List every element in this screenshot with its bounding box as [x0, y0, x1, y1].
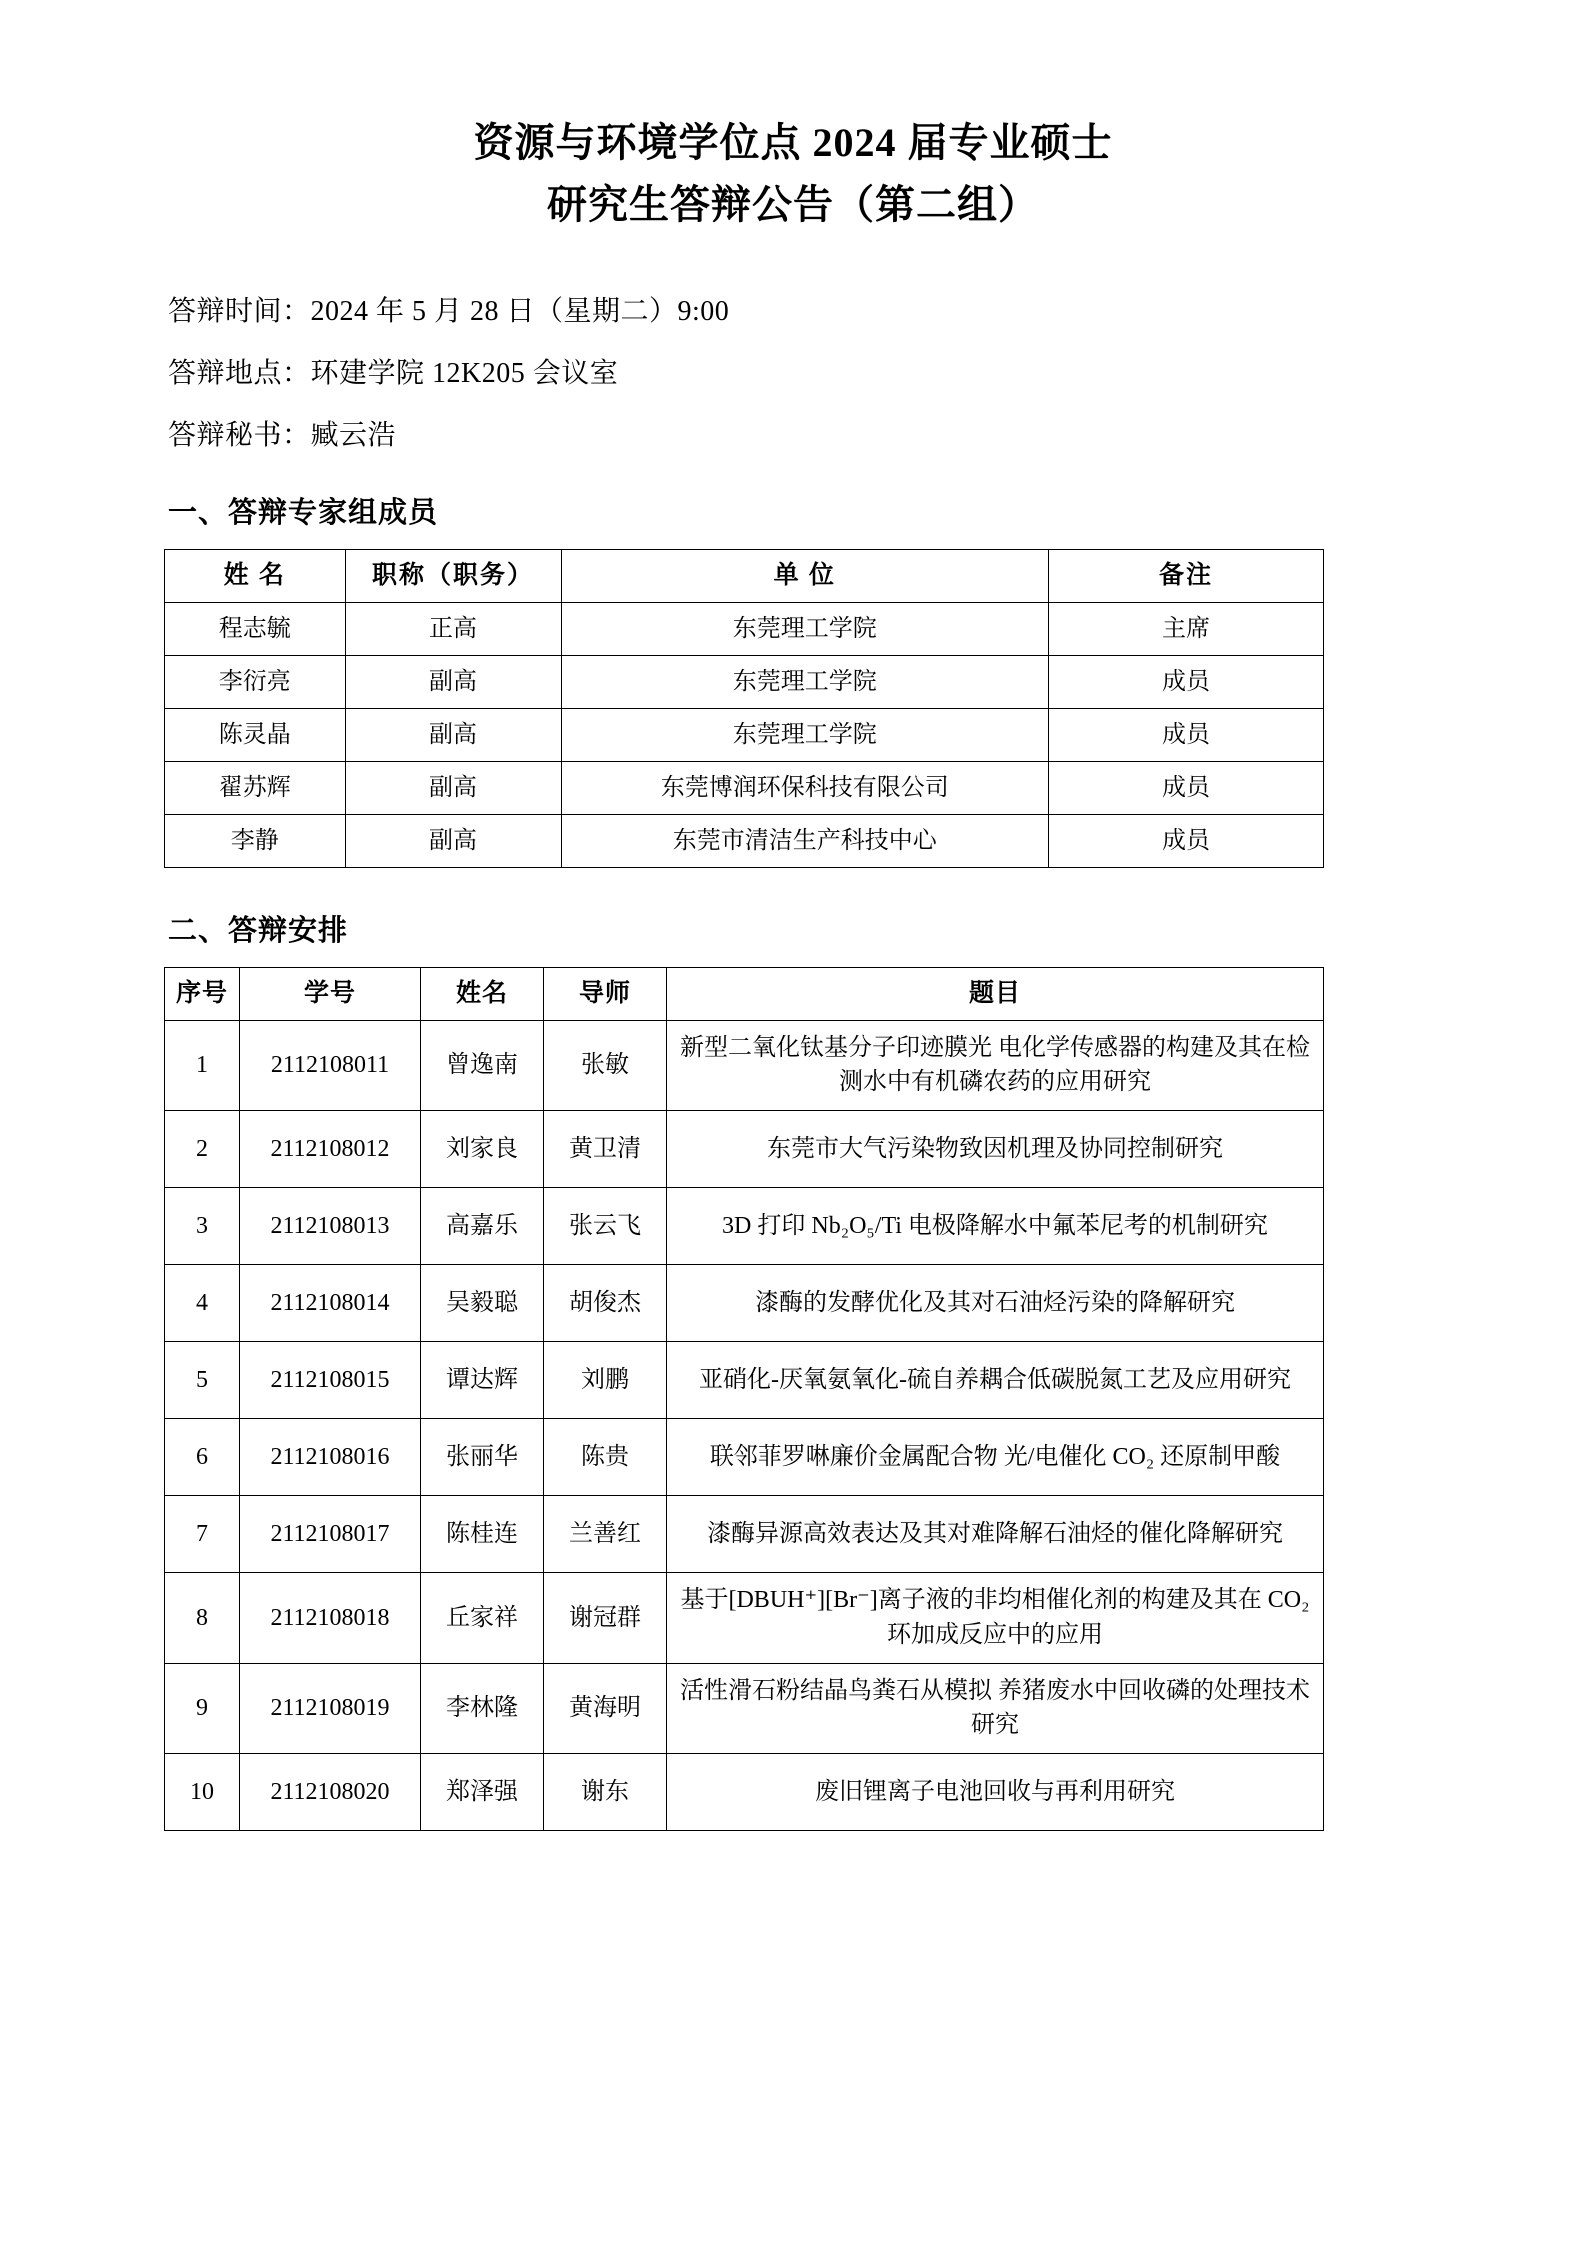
row-student-id: 2112108018	[240, 1573, 421, 1664]
expert-rank: 正高	[345, 602, 561, 655]
row-topic: 漆酶异源高效表达及其对难降解石油烃的催化降解研究	[667, 1496, 1324, 1573]
expert-note: 成员	[1048, 655, 1323, 708]
row-seq: 2	[165, 1111, 240, 1188]
section-heading-experts: 一、答辩专家组成员	[168, 497, 439, 529]
expert-name: 翟苏辉	[165, 761, 346, 814]
expert-note: 成员	[1048, 708, 1323, 761]
row-seq: 8	[165, 1573, 240, 1664]
expert-unit: 东莞博润环保科技有限公司	[561, 761, 1048, 814]
row-student-id: 2112108015	[240, 1342, 421, 1419]
row-student-id: 2112108011	[240, 1020, 421, 1111]
expert-name: 程志毓	[165, 602, 346, 655]
table-row	[165, 1342, 1324, 1419]
table-row	[165, 602, 1324, 655]
row-seq: 6	[165, 1419, 240, 1496]
row-advisor: 张云飞	[544, 1188, 667, 1265]
expert-note: 成员	[1048, 814, 1323, 867]
row-student-name: 李林隆	[421, 1663, 544, 1754]
column-header-student-name: 姓名	[421, 967, 544, 1020]
row-student-name: 吴毅聪	[421, 1265, 544, 1342]
row-student-name: 郑泽强	[421, 1754, 544, 1831]
table-row	[165, 1573, 1324, 1664]
page-title	[150, 112, 1436, 236]
expert-rank: 副高	[345, 655, 561, 708]
expert-rank: 副高	[345, 708, 561, 761]
defense-secretary: 答辩秘书：臧云浩	[168, 420, 397, 451]
row-student-name: 丘家祥	[421, 1573, 544, 1664]
page-title-line-2: 研究生答辩公告（第二组）	[547, 182, 1039, 227]
column-header-student-id: 学号	[240, 967, 421, 1020]
row-student-name: 高嘉乐	[421, 1188, 544, 1265]
column-header-rank: 职称（职务）	[345, 550, 561, 603]
table-row	[165, 1496, 1324, 1573]
expert-unit: 东莞理工学院	[561, 708, 1048, 761]
table-header-row	[165, 550, 1324, 603]
row-seq: 10	[165, 1754, 240, 1831]
expert-note: 主席	[1048, 602, 1323, 655]
table-header-row	[165, 967, 1324, 1020]
row-student-name: 刘家良	[421, 1111, 544, 1188]
table-row	[165, 1111, 1324, 1188]
row-topic: 3D 打印 Nb₂O₅/Ti 电极降解水中氟苯尼考的机制研究	[667, 1188, 1324, 1265]
row-topic: 东莞市大气污染物致因机理及协同控制研究	[667, 1111, 1324, 1188]
row-seq: 1	[165, 1020, 240, 1111]
row-student-id: 2112108012	[240, 1111, 421, 1188]
row-topic: 活性滑石粉结晶鸟粪石从模拟 养猪废水中回收磷的处理技术研究	[667, 1663, 1324, 1754]
column-header-name: 姓 名	[165, 550, 346, 603]
row-student-id: 2112108014	[240, 1265, 421, 1342]
row-student-name: 曾逸南	[421, 1020, 544, 1111]
row-topic: 废旧锂离子电池回收与再利用研究	[667, 1754, 1324, 1831]
defense-place: 答辩地点：环建学院 12K205 会议室	[168, 358, 619, 389]
row-topic: 漆酶的发酵优化及其对石油烃污染的降解研究	[667, 1265, 1324, 1342]
row-seq: 9	[165, 1663, 240, 1754]
page-title-line-1: 资源与环境学位点 2024 届专业硕士	[473, 120, 1113, 165]
row-advisor: 谢冠群	[544, 1573, 667, 1664]
table-row	[165, 655, 1324, 708]
table-row	[165, 1020, 1324, 1111]
row-student-name: 张丽华	[421, 1419, 544, 1496]
row-seq: 5	[165, 1342, 240, 1419]
row-advisor: 张敏	[544, 1020, 667, 1111]
table-row	[165, 814, 1324, 867]
row-advisor: 谢东	[544, 1754, 667, 1831]
expert-unit: 东莞理工学院	[561, 655, 1048, 708]
expert-unit: 东莞理工学院	[561, 602, 1048, 655]
row-student-name: 陈桂连	[421, 1496, 544, 1573]
row-topic: 基于[DBUH⁺][Br⁻]离子液的非均相催化剂的构建及其在 CO₂ 环加成反应中的应用	[667, 1573, 1324, 1664]
column-header-unit: 单 位	[561, 550, 1048, 603]
row-seq: 7	[165, 1496, 240, 1573]
row-student-id: 2112108017	[240, 1496, 421, 1573]
row-student-id: 2112108019	[240, 1663, 421, 1754]
expert-note: 成员	[1048, 761, 1323, 814]
table-row	[165, 708, 1324, 761]
row-advisor: 刘鹏	[544, 1342, 667, 1419]
column-header-note: 备注	[1048, 550, 1323, 603]
row-student-id: 2112108013	[240, 1188, 421, 1265]
table-row	[165, 1419, 1324, 1496]
table-row	[165, 1663, 1324, 1754]
row-topic: 亚硝化-厌氧氨氧化-硫自养耦合低碳脱氮工艺及应用研究	[667, 1342, 1324, 1419]
defense-meta	[150, 298, 1436, 450]
row-seq: 4	[165, 1265, 240, 1342]
column-header-advisor: 导师	[544, 967, 667, 1020]
column-header-topic: 题目	[667, 967, 1324, 1020]
row-advisor: 黄卫清	[544, 1111, 667, 1188]
expert-name: 陈灵晶	[165, 708, 346, 761]
expert-rank: 副高	[345, 761, 561, 814]
schedule-table	[164, 967, 1324, 1832]
experts-table	[164, 549, 1324, 868]
row-advisor: 黄海明	[544, 1663, 667, 1754]
expert-rank: 副高	[345, 814, 561, 867]
expert-name: 李衍亮	[165, 655, 346, 708]
row-seq: 3	[165, 1188, 240, 1265]
row-advisor: 兰善红	[544, 1496, 667, 1573]
row-advisor: 胡俊杰	[544, 1265, 667, 1342]
expert-unit: 东莞市清洁生产科技中心	[561, 814, 1048, 867]
table-row	[165, 1754, 1324, 1831]
section-heading-schedule: 二、答辩安排	[168, 914, 349, 947]
column-header-seq: 序号	[165, 967, 240, 1020]
row-advisor: 陈贵	[544, 1419, 667, 1496]
row-topic: 联邻菲罗啉廉价金属配合物 光/电催化 CO₂ 还原制甲酸	[667, 1419, 1324, 1496]
defense-time: 答辩时间：2024 年 5 月 28 日（星期二）9:00	[168, 296, 730, 327]
row-student-name: 谭达辉	[421, 1342, 544, 1419]
row-topic: 新型二氧化钛基分子印迹膜光 电化学传感器的构建及其在检测水中有机磷农药的应用研究	[667, 1020, 1324, 1111]
row-student-id: 2112108020	[240, 1754, 421, 1831]
table-row	[165, 761, 1324, 814]
table-row	[165, 1188, 1324, 1265]
row-student-id: 2112108016	[240, 1419, 421, 1496]
expert-name: 李静	[165, 814, 346, 867]
table-row	[165, 1265, 1324, 1342]
